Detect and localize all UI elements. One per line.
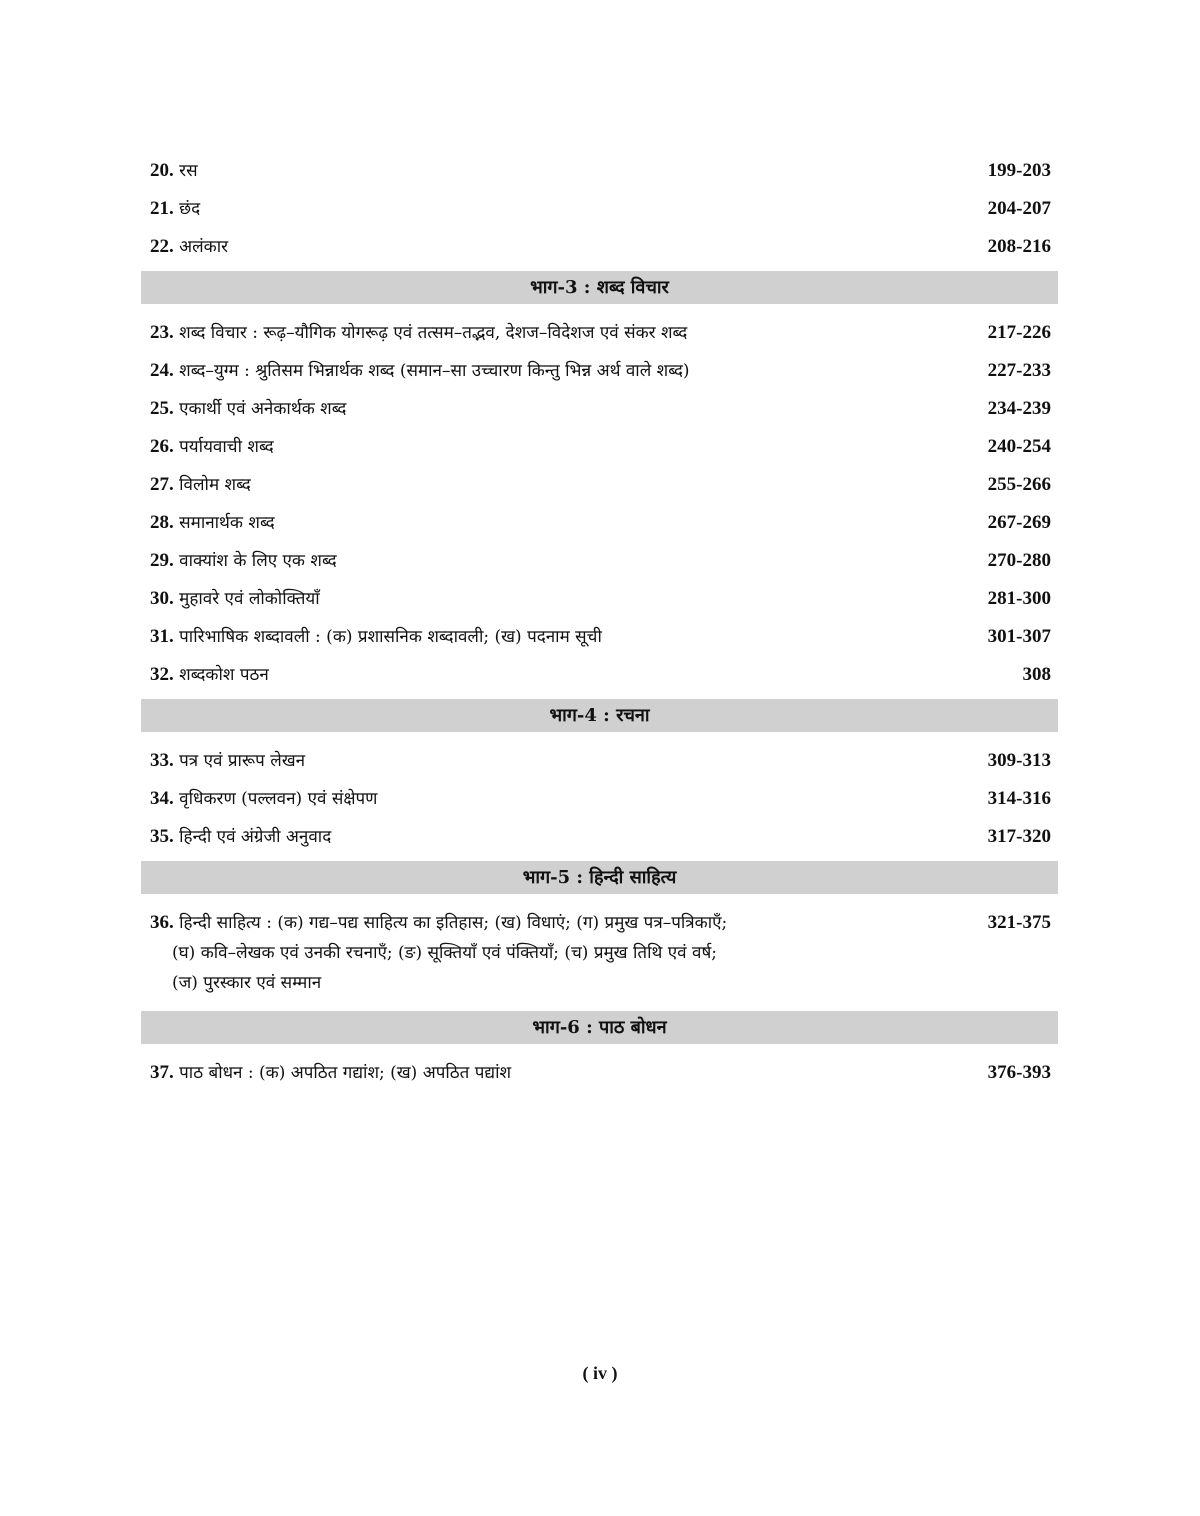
toc-pages: 240-254 — [987, 436, 1051, 457]
toc-pages: 270-280 — [987, 550, 1051, 571]
toc-title: वृधिकरण (पल्लवन) एवं संक्षेपण — [179, 789, 378, 809]
toc-row — [141, 352, 1058, 390]
toc-title-line-3: (ज) पुरस्कार एवं सम्मान — [172, 973, 322, 993]
toc-title: छंद — [179, 199, 201, 219]
toc-pages: 308 — [1022, 664, 1051, 685]
toc-row — [141, 742, 1058, 780]
toc-row — [141, 314, 1058, 352]
toc-row — [141, 152, 1058, 190]
toc-number: 25. — [150, 398, 174, 419]
toc-title-line-2: (घ) कवि–लेखक एवं उनकी रचनाएँ; (ङ) सूक्तियाँ एवं पंक्तियाँ; (च) प्रमुख तिथि एवं वर्ष; — [172, 943, 718, 963]
toc-pages: 321-375 — [987, 912, 1051, 933]
toc-row — [141, 190, 1058, 228]
toc-number: 35. — [150, 826, 174, 847]
toc-pages: 255-266 — [987, 474, 1051, 495]
toc-row — [141, 580, 1058, 618]
toc-row — [141, 542, 1058, 580]
toc-row — [141, 228, 1058, 266]
page-number: ( iv ) — [582, 1363, 618, 1383]
toc-pages: 227-233 — [987, 360, 1051, 381]
toc-number: 30. — [150, 588, 174, 609]
toc-row — [141, 466, 1058, 504]
toc-number: 21. — [150, 198, 174, 219]
toc-row — [141, 1054, 1058, 1092]
toc-pages: 317-320 — [987, 826, 1051, 847]
toc-title: पाठ बोधन : (क) अपठित गद्यांश; (ख) अपठित पद्यांश — [179, 1063, 512, 1083]
toc-number: 23. — [150, 322, 174, 343]
section-header-part-5: भाग-5 : हिन्दी साहित्य — [141, 861, 1058, 894]
section-header-part-3: भाग-3 : शब्द विचार — [141, 271, 1058, 304]
toc-number: 28. — [150, 512, 174, 533]
toc-title: पारिभाषिक शब्दावली : (क) प्रशासनिक शब्दावली; (ख) पदनाम सूची — [179, 627, 602, 647]
toc-number: 37. — [150, 1062, 174, 1083]
toc-row — [141, 390, 1058, 428]
toc-row — [141, 428, 1058, 466]
toc-number: 31. — [150, 626, 174, 647]
toc-pages: 376-393 — [987, 1062, 1051, 1083]
toc-title: पर्यायवाची शब्द — [179, 437, 274, 457]
toc-title: एकार्थी एवं अनेकार्थक शब्द — [179, 399, 347, 419]
toc-number: 32. — [150, 664, 174, 685]
toc-title: वाक्यांश के लिए एक शब्द — [179, 551, 337, 571]
section-header-part-6: भाग-6 : पाठ बोधन — [141, 1011, 1058, 1044]
toc-number: 27. — [150, 474, 174, 495]
toc-title: पत्र एवं प्रारूप लेखन — [179, 751, 306, 771]
toc-pages: 204-207 — [987, 198, 1051, 219]
toc-title: अलंकार — [179, 237, 229, 257]
toc-number: 24. — [150, 360, 174, 381]
toc-row — [141, 818, 1058, 856]
contents-page — [141, 152, 1058, 1092]
toc-title: हिन्दी एवं अंग्रेजी अनुवाद — [179, 827, 332, 847]
toc-row — [141, 904, 1058, 1006]
toc-number: 26. — [150, 436, 174, 457]
toc-title: विलोम शब्द — [179, 475, 251, 495]
toc-title: शब्द–युग्म : श्रुतिसम भिन्नार्थक शब्द (समान–सा उच्चारण किन्तु भिन्न अर्थ वाले शब्द) — [179, 361, 690, 381]
toc-row — [141, 504, 1058, 542]
toc-number: 20. — [150, 160, 174, 181]
toc-title: रस — [179, 161, 198, 181]
toc-pages: 208-216 — [987, 236, 1051, 257]
toc-number: 22. — [150, 236, 174, 257]
toc-pages: 234-239 — [987, 398, 1051, 419]
toc-number: 34. — [150, 788, 174, 809]
toc-row — [141, 656, 1058, 694]
toc-title: मुहावरे एवं लोकोक्तियाँ — [179, 589, 320, 609]
toc-number: 36. — [150, 912, 174, 933]
toc-title: शब्द विचार : रूढ़–यौगिक योगरूढ़ एवं तत्सम–तद्भव, देशज–विदेशज एवं संकर शब्द — [179, 323, 688, 343]
toc-number: 29. — [150, 550, 174, 571]
section-header-part-4: भाग-4 : रचना — [141, 699, 1058, 732]
toc-pages: 301-307 — [987, 626, 1051, 647]
toc-title-line-1: हिन्दी साहित्य : (क) गद्य–पद्य साहित्य का इतिहास; (ख) विधाएं; (ग) प्रमुख पत्र–पत्रिकाएँ; — [179, 913, 728, 933]
toc-number: 33. — [150, 750, 174, 771]
toc-pages: 267-269 — [987, 512, 1051, 533]
toc-pages: 314-316 — [987, 788, 1051, 809]
toc-row — [141, 780, 1058, 818]
toc-title: समानार्थक शब्द — [179, 513, 275, 533]
toc-row — [141, 618, 1058, 656]
toc-pages: 217-226 — [987, 322, 1051, 343]
toc-title: शब्दकोश पठन — [179, 665, 269, 685]
toc-pages: 199-203 — [987, 160, 1051, 181]
toc-pages: 309-313 — [987, 750, 1051, 771]
toc-pages: 281-300 — [987, 588, 1051, 609]
